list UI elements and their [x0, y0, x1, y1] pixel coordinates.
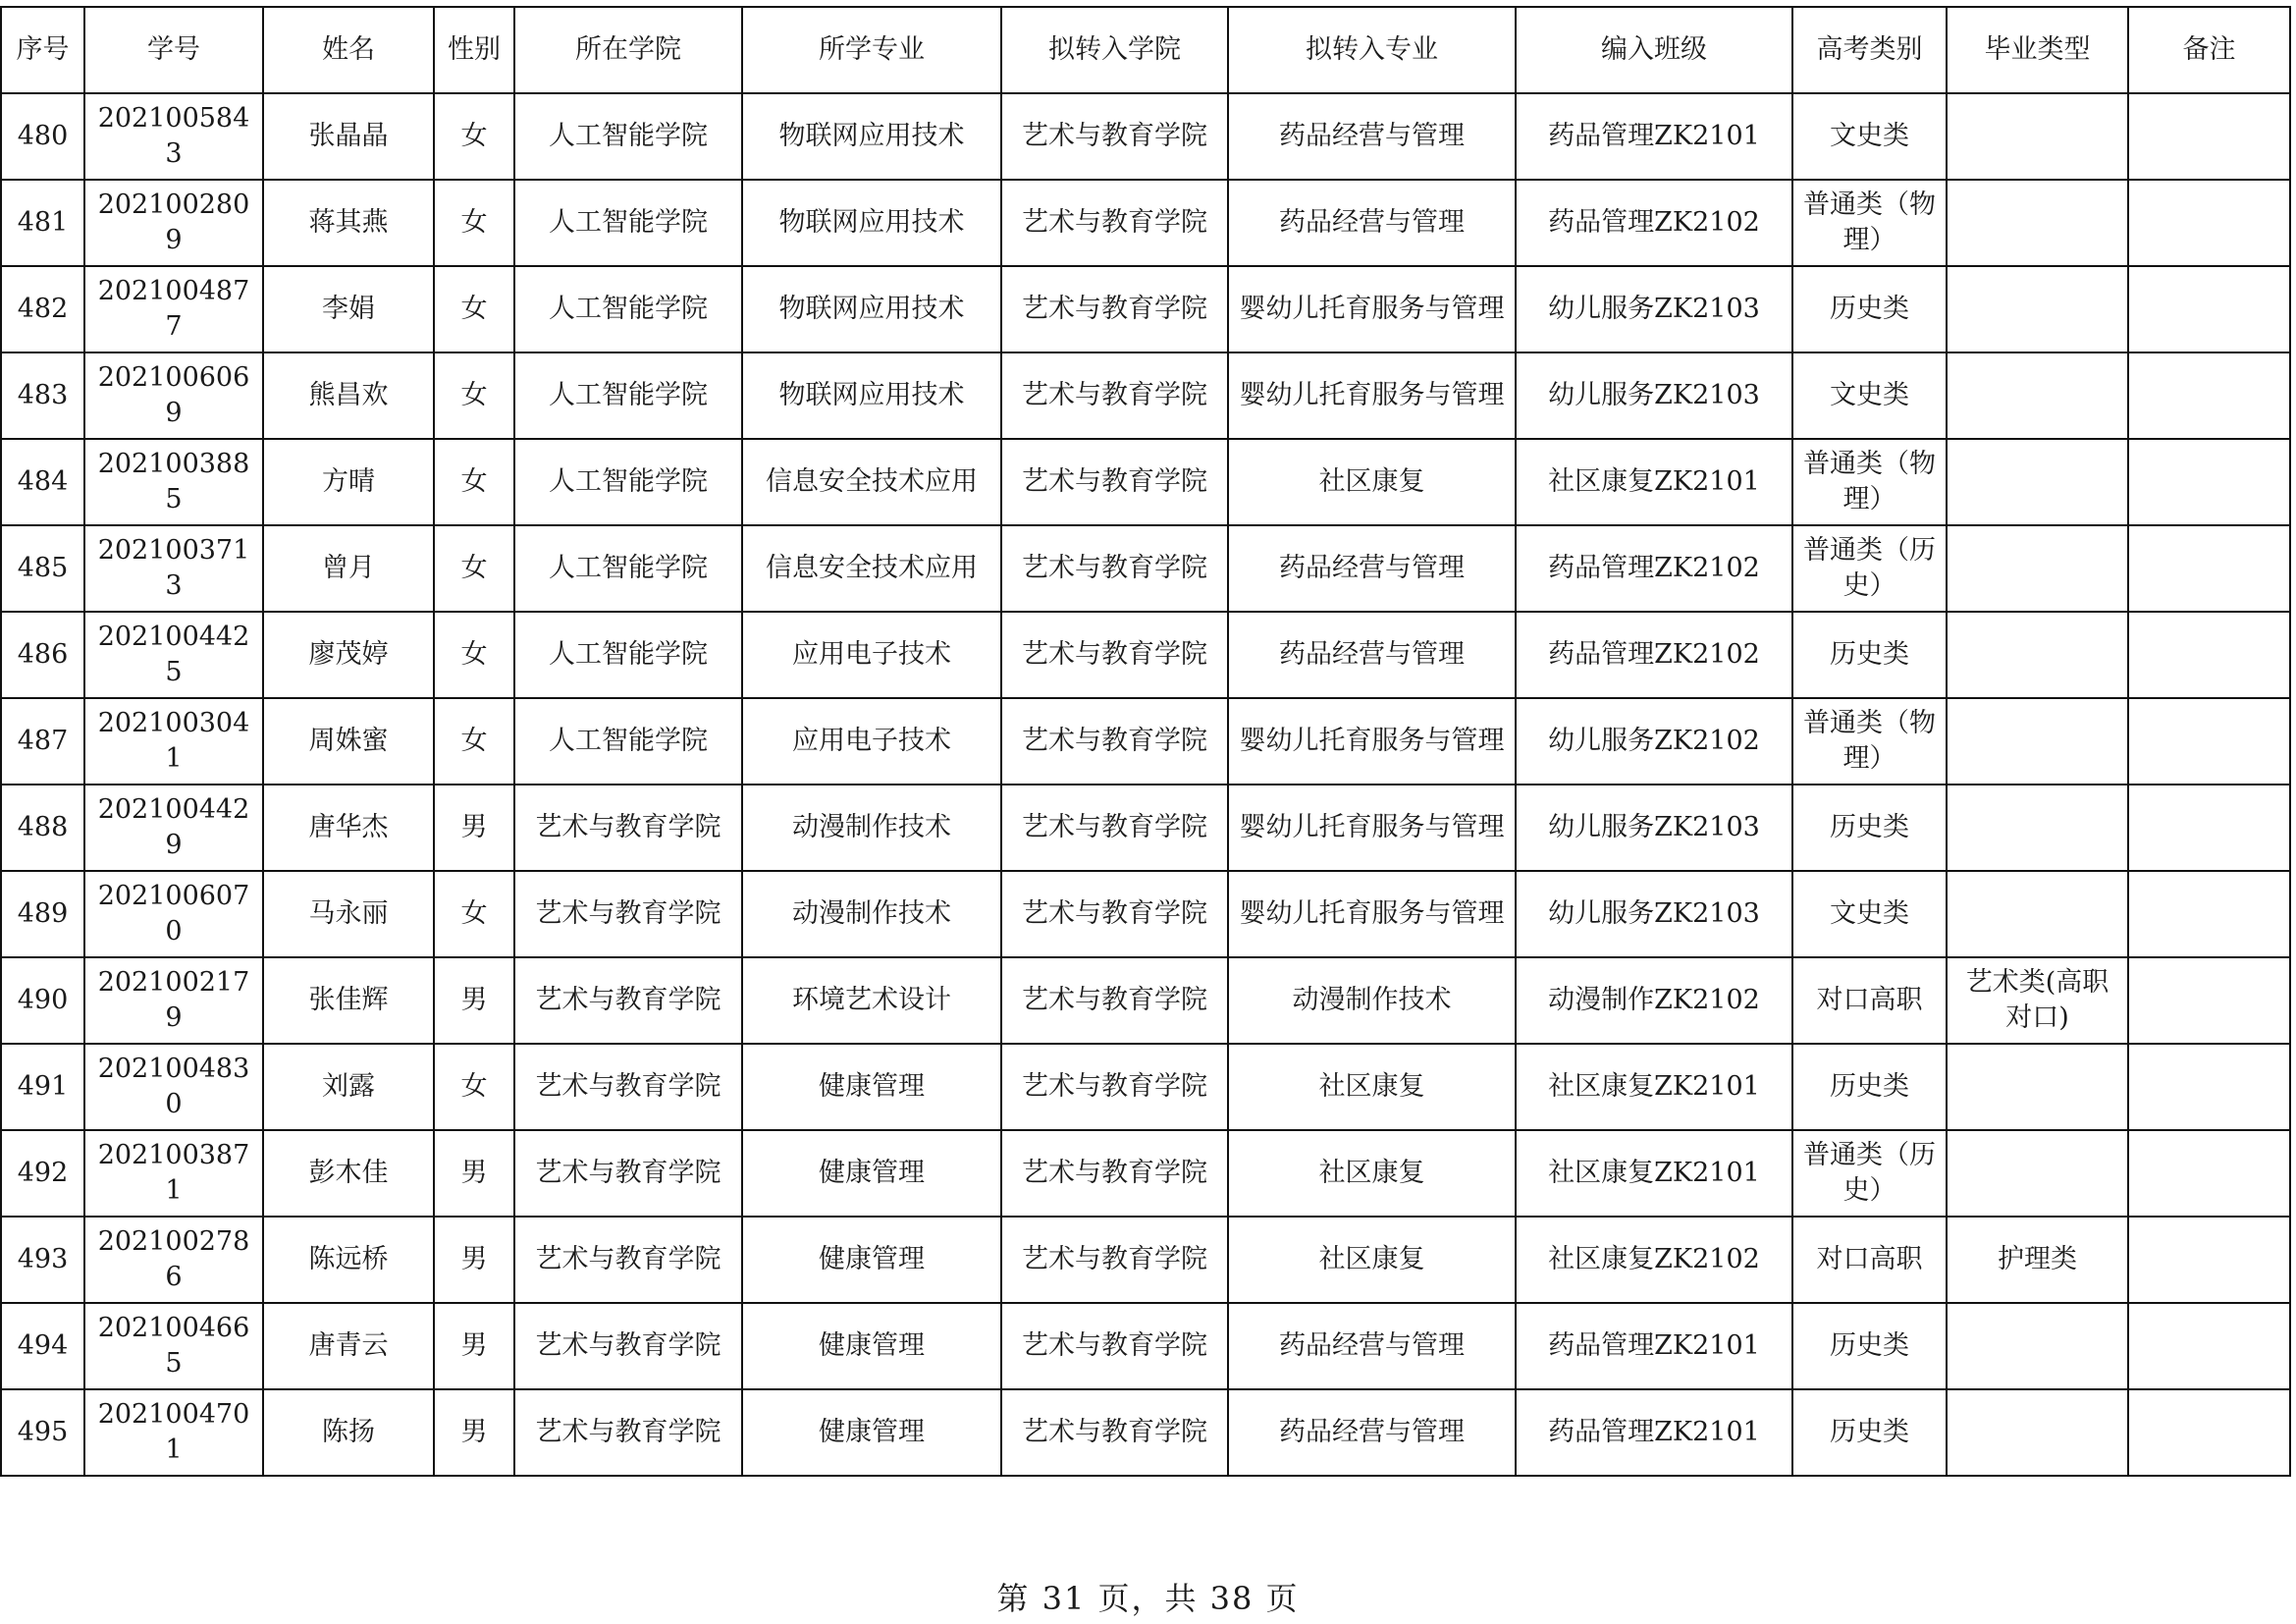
cell-target-major: 社区康复 — [1228, 1217, 1516, 1303]
cell-current-major: 物联网应用技术 — [742, 352, 1001, 439]
cell-index: 487 — [1, 698, 84, 785]
table-row — [1, 180, 2290, 266]
header-cell-exam-category: 高考类别 — [1792, 7, 1947, 93]
cell-name: 张佳辉 — [263, 957, 434, 1044]
cell-index: 494 — [1, 1303, 84, 1389]
cell-gender: 女 — [434, 352, 514, 439]
cell-target-major: 动漫制作技术 — [1228, 957, 1516, 1044]
cell-remarks — [2128, 1044, 2290, 1130]
cell-target-college: 艺术与教育学院 — [1001, 1389, 1228, 1476]
cell-name: 马永丽 — [263, 871, 434, 957]
cell-gender: 女 — [434, 180, 514, 266]
cell-target-college: 艺术与教育学院 — [1001, 698, 1228, 785]
cell-graduation-type — [1947, 871, 2128, 957]
cell-assigned-class: 社区康复ZK2101 — [1516, 1044, 1792, 1130]
cell-target-major: 药品经营与管理 — [1228, 1303, 1516, 1389]
cell-gender: 女 — [434, 612, 514, 698]
cell-current-college: 人工智能学院 — [514, 525, 742, 612]
cell-remarks — [2128, 871, 2290, 957]
cell-current-major: 健康管理 — [742, 1303, 1001, 1389]
cell-assigned-class: 药品管理ZK2102 — [1516, 525, 1792, 612]
table-row — [1, 957, 2290, 1044]
cell-current-college: 人工智能学院 — [514, 698, 742, 785]
cell-current-college: 艺术与教育学院 — [514, 1044, 742, 1130]
cell-current-college: 人工智能学院 — [514, 93, 742, 180]
cell-target-college: 艺术与教育学院 — [1001, 612, 1228, 698]
cell-graduation-type — [1947, 698, 2128, 785]
cell-current-college: 艺术与教育学院 — [514, 957, 742, 1044]
cell-remarks — [2128, 1217, 2290, 1303]
cell-remarks — [2128, 1303, 2290, 1389]
table-body — [1, 93, 2290, 1476]
cell-assigned-class: 幼儿服务ZK2103 — [1516, 785, 1792, 871]
cell-target-major: 婴幼儿托育服务与管理 — [1228, 266, 1516, 352]
cell-name: 陈扬 — [263, 1389, 434, 1476]
header-row — [1, 7, 2290, 93]
cell-graduation-type — [1947, 1303, 2128, 1389]
cell-exam-category: 普通类（历史） — [1792, 1130, 1947, 1217]
cell-exam-category: 普通类（物理） — [1792, 698, 1947, 785]
cell-target-college: 艺术与教育学院 — [1001, 266, 1228, 352]
cell-current-major: 健康管理 — [742, 1130, 1001, 1217]
cell-exam-category: 文史类 — [1792, 352, 1947, 439]
cell-exam-category: 历史类 — [1792, 1303, 1947, 1389]
cell-assigned-class: 药品管理ZK2102 — [1516, 180, 1792, 266]
cell-name: 张晶晶 — [263, 93, 434, 180]
cell-remarks — [2128, 698, 2290, 785]
cell-target-college: 艺术与教育学院 — [1001, 439, 1228, 525]
cell-current-major: 健康管理 — [742, 1044, 1001, 1130]
header-cell-target-major: 拟转入专业 — [1228, 7, 1516, 93]
cell-name: 蒋其燕 — [263, 180, 434, 266]
header-cell-current-college: 所在学院 — [514, 7, 742, 93]
table-row — [1, 1130, 2290, 1217]
cell-current-major: 物联网应用技术 — [742, 266, 1001, 352]
cell-index: 490 — [1, 957, 84, 1044]
cell-remarks — [2128, 785, 2290, 871]
cell-target-major: 社区康复 — [1228, 439, 1516, 525]
cell-assigned-class: 药品管理ZK2101 — [1516, 1303, 1792, 1389]
cell-name: 彭木佳 — [263, 1130, 434, 1217]
cell-target-major: 药品经营与管理 — [1228, 180, 1516, 266]
cell-name: 廖茂婷 — [263, 612, 434, 698]
cell-student-id: 2021004830 — [84, 1044, 263, 1130]
cell-target-college: 艺术与教育学院 — [1001, 1303, 1228, 1389]
cell-assigned-class: 幼儿服务ZK2103 — [1516, 266, 1792, 352]
cell-name: 刘露 — [263, 1044, 434, 1130]
cell-target-major: 社区康复 — [1228, 1130, 1516, 1217]
cell-student-id: 2021004429 — [84, 785, 263, 871]
cell-index: 485 — [1, 525, 84, 612]
cell-assigned-class: 药品管理ZK2101 — [1516, 1389, 1792, 1476]
cell-gender: 女 — [434, 1044, 514, 1130]
cell-exam-category: 对口高职 — [1792, 1217, 1947, 1303]
cell-current-college: 人工智能学院 — [514, 180, 742, 266]
header-cell-gender: 性别 — [434, 7, 514, 93]
cell-student-id: 2021004425 — [84, 612, 263, 698]
cell-target-major: 婴幼儿托育服务与管理 — [1228, 698, 1516, 785]
cell-index: 480 — [1, 93, 84, 180]
cell-current-major: 健康管理 — [742, 1217, 1001, 1303]
cell-exam-category: 对口高职 — [1792, 957, 1947, 1044]
cell-name: 熊昌欢 — [263, 352, 434, 439]
cell-graduation-type — [1947, 180, 2128, 266]
cell-remarks — [2128, 1389, 2290, 1476]
cell-current-major: 应用电子技术 — [742, 612, 1001, 698]
cell-target-major: 社区康复 — [1228, 1044, 1516, 1130]
cell-student-id: 2021002179 — [84, 957, 263, 1044]
table-row — [1, 1303, 2290, 1389]
cell-name: 李娟 — [263, 266, 434, 352]
cell-gender: 女 — [434, 93, 514, 180]
table-row — [1, 698, 2290, 785]
cell-student-id: 2021006070 — [84, 871, 263, 957]
cell-index: 483 — [1, 352, 84, 439]
cell-target-major: 婴幼儿托育服务与管理 — [1228, 785, 1516, 871]
cell-exam-category: 历史类 — [1792, 266, 1947, 352]
cell-index: 493 — [1, 1217, 84, 1303]
cell-current-college: 人工智能学院 — [514, 266, 742, 352]
header-cell-current-major: 所学专业 — [742, 7, 1001, 93]
cell-index: 495 — [1, 1389, 84, 1476]
cell-student-id: 2021004701 — [84, 1389, 263, 1476]
table-row — [1, 871, 2290, 957]
cell-index: 481 — [1, 180, 84, 266]
cell-student-id: 2021002786 — [84, 1217, 263, 1303]
cell-student-id: 2021003885 — [84, 439, 263, 525]
cell-student-id: 2021005843 — [84, 93, 263, 180]
cell-graduation-type — [1947, 1044, 2128, 1130]
cell-current-major: 应用电子技术 — [742, 698, 1001, 785]
cell-remarks — [2128, 180, 2290, 266]
cell-target-college: 艺术与教育学院 — [1001, 525, 1228, 612]
cell-target-major: 药品经营与管理 — [1228, 1389, 1516, 1476]
cell-student-id: 2021003041 — [84, 698, 263, 785]
table-row — [1, 439, 2290, 525]
table-row — [1, 1217, 2290, 1303]
cell-name: 陈远桥 — [263, 1217, 434, 1303]
cell-gender: 男 — [434, 1303, 514, 1389]
cell-exam-category: 历史类 — [1792, 785, 1947, 871]
cell-graduation-type — [1947, 352, 2128, 439]
cell-target-major: 药品经营与管理 — [1228, 612, 1516, 698]
header-cell-graduation-type: 毕业类型 — [1947, 7, 2128, 93]
cell-gender: 男 — [434, 957, 514, 1044]
cell-current-college: 艺术与教育学院 — [514, 871, 742, 957]
cell-target-college: 艺术与教育学院 — [1001, 93, 1228, 180]
table-row — [1, 352, 2290, 439]
cell-gender: 女 — [434, 439, 514, 525]
cell-index: 482 — [1, 266, 84, 352]
cell-exam-category: 普通类（物理） — [1792, 180, 1947, 266]
cell-target-major: 婴幼儿托育服务与管理 — [1228, 871, 1516, 957]
header-cell-student-id: 学号 — [84, 7, 263, 93]
cell-gender: 男 — [434, 1217, 514, 1303]
cell-current-college: 艺术与教育学院 — [514, 785, 742, 871]
table-row — [1, 785, 2290, 871]
cell-current-major: 物联网应用技术 — [742, 180, 1001, 266]
table-row — [1, 1044, 2290, 1130]
cell-index: 491 — [1, 1044, 84, 1130]
cell-student-id: 2021003713 — [84, 525, 263, 612]
cell-target-major: 药品经营与管理 — [1228, 525, 1516, 612]
cell-remarks — [2128, 352, 2290, 439]
cell-assigned-class: 药品管理ZK2101 — [1516, 93, 1792, 180]
cell-current-college: 人工智能学院 — [514, 352, 742, 439]
page-number: 第 31 页，共 38 页 — [996, 1580, 1300, 1617]
cell-current-college: 艺术与教育学院 — [514, 1130, 742, 1217]
cell-assigned-class: 药品管理ZK2102 — [1516, 612, 1792, 698]
cell-index: 488 — [1, 785, 84, 871]
cell-gender: 女 — [434, 266, 514, 352]
cell-index: 489 — [1, 871, 84, 957]
cell-current-major: 信息安全技术应用 — [742, 525, 1001, 612]
cell-assigned-class: 动漫制作ZK2102 — [1516, 957, 1792, 1044]
cell-exam-category: 文史类 — [1792, 93, 1947, 180]
table-row — [1, 93, 2290, 180]
cell-exam-category: 普通类（物理） — [1792, 439, 1947, 525]
cell-exam-category: 历史类 — [1792, 1389, 1947, 1476]
cell-student-id: 2021002809 — [84, 180, 263, 266]
cell-graduation-type: 护理类 — [1947, 1217, 2128, 1303]
cell-exam-category: 历史类 — [1792, 1044, 1947, 1130]
cell-current-college: 人工智能学院 — [514, 612, 742, 698]
cell-current-college: 艺术与教育学院 — [514, 1217, 742, 1303]
transfer-roster-table — [0, 6, 2291, 1477]
cell-gender: 男 — [434, 1389, 514, 1476]
cell-graduation-type — [1947, 439, 2128, 525]
cell-remarks — [2128, 612, 2290, 698]
cell-name: 曾月 — [263, 525, 434, 612]
cell-remarks — [2128, 93, 2290, 180]
cell-assigned-class: 幼儿服务ZK2103 — [1516, 871, 1792, 957]
cell-current-major: 健康管理 — [742, 1389, 1001, 1476]
cell-target-college: 艺术与教育学院 — [1001, 871, 1228, 957]
cell-assigned-class: 社区康复ZK2102 — [1516, 1217, 1792, 1303]
cell-student-id: 2021003871 — [84, 1130, 263, 1217]
cell-current-major: 动漫制作技术 — [742, 871, 1001, 957]
cell-student-id: 2021004665 — [84, 1303, 263, 1389]
cell-graduation-type — [1947, 93, 2128, 180]
cell-target-college: 艺术与教育学院 — [1001, 957, 1228, 1044]
cell-name: 唐青云 — [263, 1303, 434, 1389]
cell-target-college: 艺术与教育学院 — [1001, 352, 1228, 439]
cell-gender: 女 — [434, 871, 514, 957]
cell-index: 492 — [1, 1130, 84, 1217]
cell-student-id: 2021006069 — [84, 352, 263, 439]
cell-exam-category: 文史类 — [1792, 871, 1947, 957]
cell-current-major: 物联网应用技术 — [742, 93, 1001, 180]
header-cell-assigned-class: 编入班级 — [1516, 7, 1792, 93]
cell-name: 周姝蜜 — [263, 698, 434, 785]
cell-remarks — [2128, 266, 2290, 352]
cell-gender: 女 — [434, 525, 514, 612]
cell-current-major: 动漫制作技术 — [742, 785, 1001, 871]
cell-exam-category: 历史类 — [1792, 612, 1947, 698]
cell-assigned-class: 社区康复ZK2101 — [1516, 1130, 1792, 1217]
cell-assigned-class: 幼儿服务ZK2102 — [1516, 698, 1792, 785]
cell-graduation-type — [1947, 1130, 2128, 1217]
cell-name: 唐华杰 — [263, 785, 434, 871]
table-row — [1, 266, 2290, 352]
header-cell-index: 序号 — [1, 7, 84, 93]
cell-target-college: 艺术与教育学院 — [1001, 1217, 1228, 1303]
cell-remarks — [2128, 525, 2290, 612]
cell-graduation-type — [1947, 266, 2128, 352]
cell-current-major: 环境艺术设计 — [742, 957, 1001, 1044]
cell-index: 484 — [1, 439, 84, 525]
cell-graduation-type — [1947, 785, 2128, 871]
cell-remarks — [2128, 957, 2290, 1044]
cell-current-major: 信息安全技术应用 — [742, 439, 1001, 525]
cell-index: 486 — [1, 612, 84, 698]
cell-graduation-type — [1947, 612, 2128, 698]
cell-target-major: 药品经营与管理 — [1228, 93, 1516, 180]
table-row — [1, 612, 2290, 698]
cell-graduation-type: 艺术类(高职对口) — [1947, 957, 2128, 1044]
cell-graduation-type — [1947, 525, 2128, 612]
header-cell-remarks: 备注 — [2128, 7, 2290, 93]
cell-graduation-type — [1947, 1389, 2128, 1476]
cell-target-major: 婴幼儿托育服务与管理 — [1228, 352, 1516, 439]
cell-remarks — [2128, 1130, 2290, 1217]
cell-target-college: 艺术与教育学院 — [1001, 785, 1228, 871]
cell-target-college: 艺术与教育学院 — [1001, 180, 1228, 266]
cell-assigned-class: 社区康复ZK2101 — [1516, 439, 1792, 525]
cell-remarks — [2128, 439, 2290, 525]
table-header — [1, 7, 2290, 93]
table-row — [1, 525, 2290, 612]
cell-assigned-class: 幼儿服务ZK2103 — [1516, 352, 1792, 439]
header-cell-name: 姓名 — [263, 7, 434, 93]
cell-exam-category: 普通类（历史） — [1792, 525, 1947, 612]
cell-current-college: 艺术与教育学院 — [514, 1389, 742, 1476]
cell-student-id: 2021004877 — [84, 266, 263, 352]
cell-target-college: 艺术与教育学院 — [1001, 1044, 1228, 1130]
cell-gender: 男 — [434, 785, 514, 871]
cell-name: 方晴 — [263, 439, 434, 525]
cell-current-college: 艺术与教育学院 — [514, 1303, 742, 1389]
header-cell-target-college: 拟转入学院 — [1001, 7, 1228, 93]
cell-gender: 男 — [434, 1130, 514, 1217]
cell-gender: 女 — [434, 698, 514, 785]
table-row — [1, 1389, 2290, 1476]
cell-target-college: 艺术与教育学院 — [1001, 1130, 1228, 1217]
cell-current-college: 人工智能学院 — [514, 439, 742, 525]
